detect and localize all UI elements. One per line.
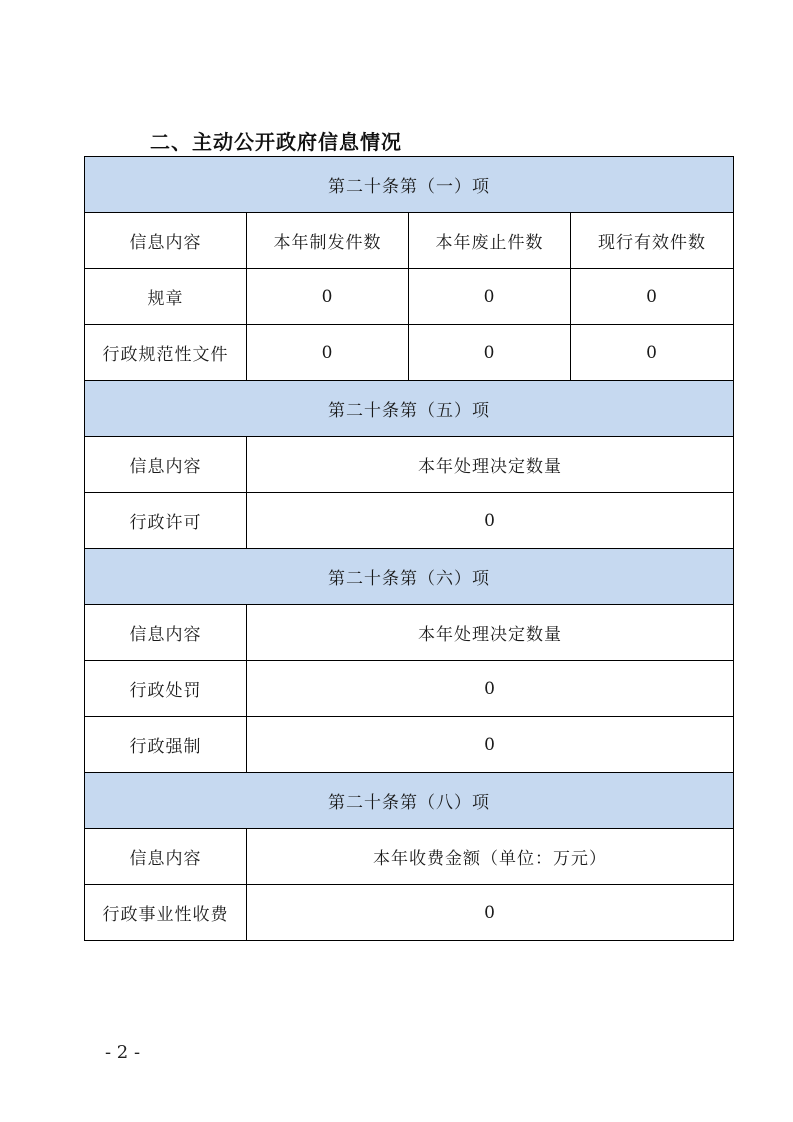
column-header: 本年处理决定数量 <box>247 605 734 661</box>
table-row <box>85 493 734 549</box>
section-title: 第二十条第（五）项 <box>85 381 734 437</box>
column-header: 本年收费金额（单位：万元） <box>247 829 734 885</box>
column-header: 信息内容 <box>85 437 247 493</box>
row-label: 规章 <box>85 269 247 325</box>
section-title: 第二十条第（六）项 <box>85 549 734 605</box>
row-label: 行政处罚 <box>85 661 247 717</box>
column-header: 本年废止件数 <box>409 213 571 269</box>
cell-value: 0 <box>247 493 734 549</box>
column-header: 信息内容 <box>85 605 247 661</box>
cell-value: 0 <box>247 661 734 717</box>
column-header: 本年处理决定数量 <box>247 437 734 493</box>
section-row-3 <box>85 549 734 605</box>
cell-value: 0 <box>247 325 409 381</box>
cell-value: 0 <box>247 269 409 325</box>
cell-value: 0 <box>409 325 571 381</box>
column-header: 本年制发件数 <box>247 213 409 269</box>
table-row <box>85 325 734 381</box>
page-number: - 2 - <box>105 1042 141 1063</box>
row-label: 行政规范性文件 <box>85 325 247 381</box>
header-row <box>85 829 734 885</box>
section-row-2 <box>85 381 734 437</box>
table-row <box>85 885 734 941</box>
table-row <box>85 717 734 773</box>
table-row <box>85 661 734 717</box>
header-row <box>85 605 734 661</box>
section-heading: 二、主动公开政府信息情况 <box>150 130 402 154</box>
header-row <box>85 213 734 269</box>
cell-value: 0 <box>409 269 571 325</box>
table-row <box>85 269 734 325</box>
cell-value: 0 <box>571 269 734 325</box>
row-label: 行政许可 <box>85 493 247 549</box>
section-title: 第二十条第（八）项 <box>85 773 734 829</box>
cell-value: 0 <box>247 885 734 941</box>
section-row-1 <box>85 157 734 213</box>
column-header: 信息内容 <box>85 829 247 885</box>
section-title: 第二十条第（一）项 <box>85 157 734 213</box>
header-row <box>85 437 734 493</box>
column-header: 信息内容 <box>85 213 247 269</box>
section-row-4 <box>85 773 734 829</box>
row-label: 行政强制 <box>85 717 247 773</box>
row-label: 行政事业性收费 <box>85 885 247 941</box>
cell-value: 0 <box>571 325 734 381</box>
cell-value: 0 <box>247 717 734 773</box>
column-header: 现行有效件数 <box>571 213 734 269</box>
disclosure-table <box>84 156 734 941</box>
